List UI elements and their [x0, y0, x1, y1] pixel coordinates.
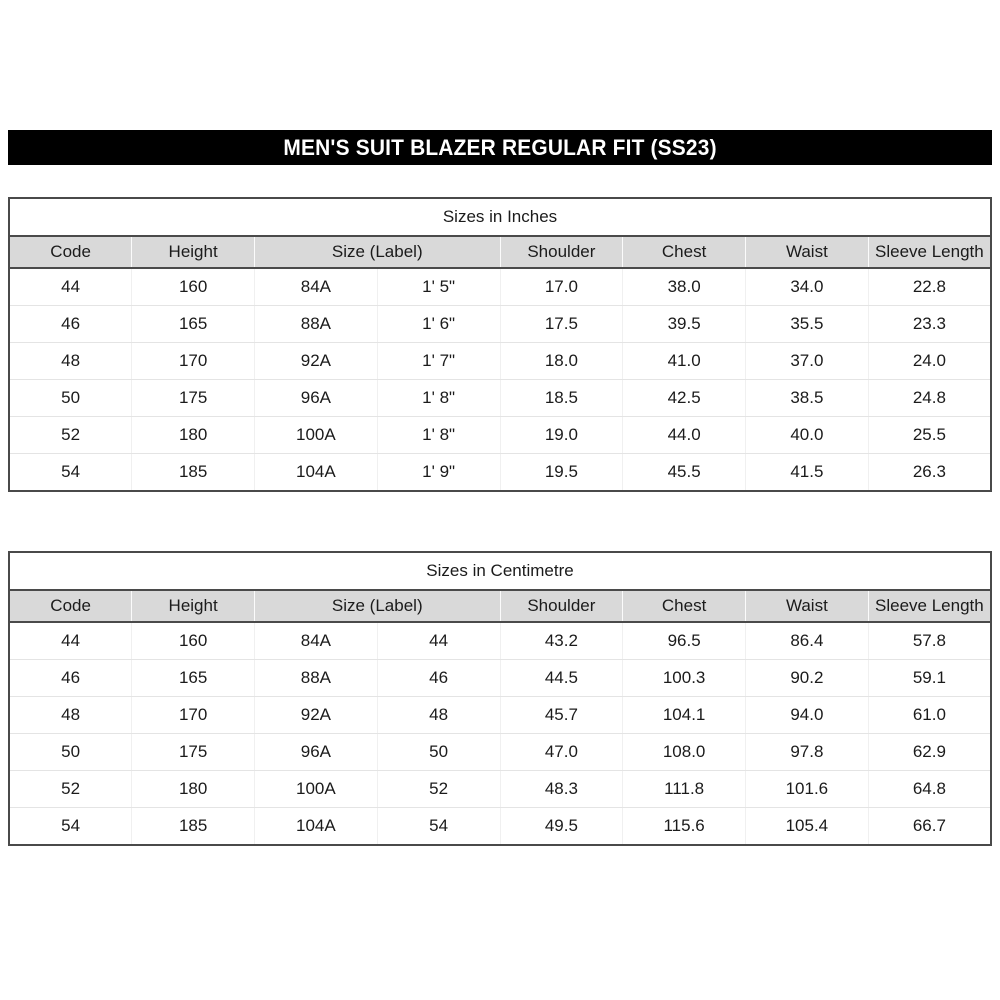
table-cell: 1' 8" — [377, 417, 500, 454]
table-cell: 170 — [132, 343, 255, 380]
table-cell: 48.3 — [500, 771, 623, 808]
table-row — [9, 771, 991, 808]
column-header-chest: Chest — [623, 236, 746, 268]
table-cell: 100.3 — [623, 660, 746, 697]
table-cell: 180 — [132, 417, 255, 454]
table-cell: 18.0 — [500, 343, 623, 380]
table-cell: 50 — [9, 380, 132, 417]
table-header-row — [9, 590, 991, 622]
sizes-in-centimetre-table — [8, 551, 992, 846]
table-cell: 17.5 — [500, 306, 623, 343]
table-cell: 1' 6" — [377, 306, 500, 343]
table-row — [9, 306, 991, 343]
table-cell: 96A — [255, 380, 378, 417]
table-cell: 115.6 — [623, 808, 746, 846]
table-cell: 54 — [377, 808, 500, 846]
table-row — [9, 417, 991, 454]
table-cell: 41.0 — [623, 343, 746, 380]
table-cell: 62.9 — [868, 734, 991, 771]
table-row — [9, 454, 991, 492]
table-cell: 46 — [377, 660, 500, 697]
table-row — [9, 622, 991, 660]
table-cell: 175 — [132, 734, 255, 771]
table-cell: 100A — [255, 771, 378, 808]
table-cell: 45.7 — [500, 697, 623, 734]
table-header-row — [9, 236, 991, 268]
table-row — [9, 268, 991, 306]
column-header-chest: Chest — [623, 590, 746, 622]
table-cell: 45.5 — [623, 454, 746, 492]
table-cell: 44.0 — [623, 417, 746, 454]
table-cell: 43.2 — [500, 622, 623, 660]
column-header-sleeve-length: Sleeve Length — [868, 590, 991, 622]
table-row — [9, 808, 991, 846]
table-cell: 88A — [255, 306, 378, 343]
table-cell: 1' 8" — [377, 380, 500, 417]
table-cell: 104A — [255, 808, 378, 846]
table-cell: 59.1 — [868, 660, 991, 697]
table-cell: 1' 9" — [377, 454, 500, 492]
table-cell: 39.5 — [623, 306, 746, 343]
table-cell: 47.0 — [500, 734, 623, 771]
table-cell: 48 — [9, 343, 132, 380]
table-cell: 66.7 — [912, 816, 946, 835]
table-cell: 37.0 — [746, 343, 869, 380]
table-cell: 96A — [255, 734, 378, 771]
table-cell: 101.6 — [746, 771, 869, 808]
table-cell: 48 — [377, 697, 500, 734]
table-title: Sizes in Centimetre — [9, 552, 991, 590]
table-cell: 26.3 — [912, 462, 946, 481]
table-cell: 84A — [255, 622, 378, 660]
table-row — [9, 660, 991, 697]
table-cell: 64.8 — [868, 771, 991, 808]
table-cell: 42.5 — [623, 380, 746, 417]
document-title-bar — [8, 130, 992, 165]
table-cell: 50 — [9, 734, 132, 771]
table-cell: 46 — [9, 306, 132, 343]
table-cell: 19.5 — [500, 454, 623, 492]
table-row — [9, 380, 991, 417]
table-cell: 108.0 — [623, 734, 746, 771]
column-header-shoulder: Shoulder — [500, 590, 623, 622]
table-cell: 23.3 — [868, 306, 991, 343]
table-cell: 34.0 — [746, 268, 869, 306]
table-cell: 22.8 — [868, 268, 991, 306]
table-cell: 104A — [255, 454, 378, 492]
table-cell: 92A — [255, 697, 378, 734]
table-cell: 40.0 — [746, 417, 869, 454]
table-cell: 52 — [9, 417, 132, 454]
table-cell: 104.1 — [623, 697, 746, 734]
table-cell: 180 — [132, 771, 255, 808]
table-cell: 17.0 — [500, 268, 623, 306]
column-header-sleeve-length: Sleeve Length — [868, 236, 991, 268]
table-cell: 105.4 — [746, 808, 869, 846]
table-cell: 18.5 — [500, 380, 623, 417]
column-header-height: Height — [132, 236, 255, 268]
sizes-in-inches-table — [8, 197, 992, 492]
column-header-code: Code — [9, 236, 132, 268]
column-header-height: Height — [132, 590, 255, 622]
table-cell: 100A — [255, 417, 378, 454]
table-title: Sizes in Inches — [9, 198, 991, 236]
table-cell: 160 — [132, 268, 255, 306]
table-cell: 165 — [132, 660, 255, 697]
table-cell: 44 — [9, 622, 132, 660]
table-cell: 86.4 — [746, 622, 869, 660]
table-cell: 88A — [255, 660, 378, 697]
table-cell: 25.5 — [868, 417, 991, 454]
table-cell: 52 — [9, 771, 132, 808]
table-row — [9, 697, 991, 734]
table-body — [9, 622, 991, 845]
column-header-waist: Waist — [746, 236, 869, 268]
table-cell: 94.0 — [746, 697, 869, 734]
table-cell: 1' 7" — [377, 343, 500, 380]
table-cell: 38.5 — [746, 380, 869, 417]
table-cell: 1' 5" — [377, 268, 500, 306]
table-cell: 54 — [9, 808, 132, 846]
table-cell: 24.8 — [868, 380, 991, 417]
column-header-size-label: Size (Label) — [255, 236, 501, 268]
table-row — [9, 734, 991, 771]
table-cell: 165 — [132, 306, 255, 343]
table-cell: 54 — [9, 454, 132, 492]
table-title-row — [9, 198, 991, 236]
table-cell: 38.0 — [623, 268, 746, 306]
table-cell: 52 — [377, 771, 500, 808]
column-header-size-label: Size (Label) — [255, 590, 501, 622]
table-cell: 49.5 — [500, 808, 623, 846]
document-title: MEN'S SUIT BLAZER REGULAR FIT (SS23) — [283, 134, 717, 160]
table-cell: 57.8 — [868, 622, 991, 660]
table-cell: 96.5 — [623, 622, 746, 660]
table-cell: 19.0 — [500, 417, 623, 454]
table-cell: 44 — [9, 268, 132, 306]
table-cell: 92A — [255, 343, 378, 380]
table-cell: 50 — [377, 734, 500, 771]
table-cell: 41.5 — [746, 454, 869, 492]
table-cell: 48 — [9, 697, 132, 734]
table-cell: 44.5 — [500, 660, 623, 697]
table-cell: 61.0 — [868, 697, 991, 734]
table-cell: 46 — [9, 660, 132, 697]
table-body — [9, 268, 991, 491]
column-header-waist: Waist — [746, 590, 869, 622]
table-cell: 90.2 — [746, 660, 869, 697]
table-title-row — [9, 552, 991, 590]
column-header-code: Code — [9, 590, 132, 622]
table-cell: 175 — [132, 380, 255, 417]
column-header-shoulder: Shoulder — [500, 236, 623, 268]
table-cell: 111.8 — [623, 771, 746, 808]
table-cell: 170 — [132, 697, 255, 734]
table-cell: 185 — [132, 454, 255, 492]
table-cell: 160 — [132, 622, 255, 660]
table-cell: 97.8 — [746, 734, 869, 771]
table-row — [9, 343, 991, 380]
table-cell: 24.0 — [868, 343, 991, 380]
table-cell: 185 — [132, 808, 255, 846]
table-cell: 84A — [255, 268, 378, 306]
table-cell: 35.5 — [746, 306, 869, 343]
table-cell: 44 — [377, 622, 500, 660]
